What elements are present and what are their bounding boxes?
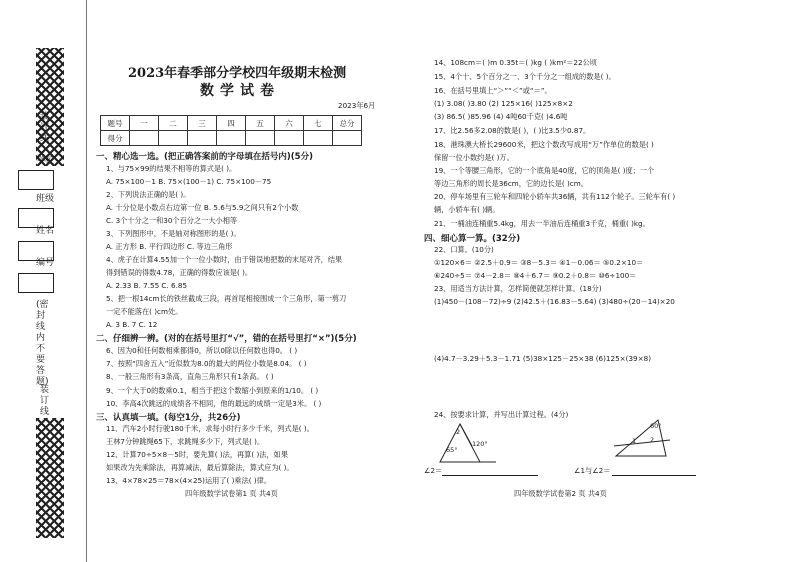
question-line: 21、一桶油连桶重5.4kg，用去一半油后连桶重3千克，桶重( )kg。 (434, 219, 650, 228)
section-header: 二、仔细辨一辨。(对的在括号里打“√”，错的在括号里打“×”)(5分) (96, 334, 357, 344)
exam-title: 2023年春季部分学校四年级期末检测 (128, 66, 347, 81)
question-line: 10、李高4次跳远的成绩各不相同，他的最远的成绩一定是3米。 ( ) (106, 399, 322, 408)
question-line: 保留一位小数约是( )万。 (434, 153, 514, 162)
question-line: (1)450－(108－72)÷9 (2)42.5＋(16.83－5.64) (3)480÷(20－14)×20 (434, 297, 675, 306)
right-page-footer: 四年级数学试卷第2 页 共4页 (514, 489, 607, 498)
answer-angle-1-2: ∠1与∠2＝ (574, 466, 611, 475)
score-cell[interactable] (188, 131, 217, 146)
question-line: 15、4个十、5个百分之一、3个千分之一组成的数是( )。 (434, 72, 616, 81)
question-line: 如果改为先乘除法，再算减法，最后算除法，算式应为( )。 (106, 463, 294, 472)
binding-pattern-top (36, 48, 64, 166)
score-cell[interactable] (275, 131, 304, 146)
question-line: 1、与75×99的结果不相等的算式是( )。 (106, 164, 237, 173)
section-header: 四、细心算一算。(32分) (424, 234, 521, 244)
score-table (100, 115, 362, 146)
question-line: 6、因为0和任何数相乘都得0，所以0除以任何数也得0。 ( ) (106, 346, 298, 355)
section-header: 三、认真填一填。(每空1分，共26分) (96, 413, 241, 423)
question-line: 5、把一根14cm长的铁丝截成三段，再首尾相接围成一个三角形，第一剪刀 (106, 294, 347, 303)
question-line: 一定不能落在( )cm处。 (106, 307, 183, 316)
school-label: 学校 (36, 156, 55, 166)
question-line: A. 2.33 B. 7.55 C. 6.85 (106, 281, 188, 290)
binding-notice: (密封线内不要答题) (36, 300, 49, 387)
question-line: 辆，小轿车有( )辆。 (434, 205, 500, 214)
question-line: A. 十分位是小数点右边第一位 B. 5.6与5.9之间只有2个小数 (106, 203, 299, 212)
question-line: (1) 3.08( )3.80 (2) 125×16( )125×8×2 (434, 99, 573, 108)
question-line: C. 3个十分之一和30个百分之一大小相等 (106, 216, 238, 225)
answer-line-1[interactable] (442, 475, 538, 476)
question-line: 4、虎子在计算4.55加一个一位小数时，由于错误地把数的末尾对齐，结果 (106, 255, 343, 264)
triangle-figure-2 (612, 416, 672, 462)
section-header: 一、精心选一选。(把正确答案前的字母填在括号内)(5分) (96, 152, 313, 162)
score-header-cell: 二 (159, 116, 188, 131)
triangle2-mark-2: 2 (650, 436, 655, 444)
score-header-cell: 一 (130, 116, 159, 131)
question-line: 18、港珠澳大桥长29600米，把这个数改写成用“万”作单位的数是( ) (434, 140, 654, 149)
question-line: 22、口算。(10分) (434, 245, 494, 254)
name-label: 姓名 (36, 226, 55, 236)
question-line: 20、停车场里有三轮车和四轮小轿车共36辆，共有112个轮子。三轮车有( ) (434, 192, 676, 201)
score-table-score-row (101, 131, 362, 146)
binding-top-label: 装订线 (40, 112, 50, 144)
score-cell[interactable] (130, 131, 159, 146)
triangle2-angle-top: 60° (650, 422, 662, 430)
score-cell[interactable] (159, 131, 188, 146)
score-header-cell: 六 (275, 116, 304, 131)
question-line: 14、108cm＝( )m 0.35t＝( )kg ( )km²＝22公顷 (434, 58, 597, 67)
triangle1-mark: 2 (456, 428, 461, 436)
binding-bottom-label: 装订线 (40, 385, 50, 417)
question-line: (4)4.7－3.29＋5.3－1.71 (5)38×125－25×38 (6)125×(39×8) (434, 354, 652, 363)
score-cell[interactable] (333, 131, 362, 146)
binding-strip (0, 0, 87, 562)
score-table-header-row (101, 116, 362, 131)
number-field[interactable] (18, 273, 54, 293)
question-line: 24、按要求计算，并写出计算过程。(4分) (434, 410, 569, 419)
score-header-cell: 五 (246, 116, 275, 131)
score-header-cell: 七 (304, 116, 333, 131)
question-line: 9、一个大于0的数乘0.1，相当于把这个数缩小到原来的1/10。 ( ) (106, 386, 319, 395)
question-line: 得到错误的得数4.78，正确的得数应该是( )。 (106, 268, 253, 277)
question-line: 12、计算70÷5×8－5时，要先算( )法，再算( )法，如果 (106, 450, 289, 459)
triangle2-mark-1: 1 (632, 437, 637, 445)
score-header-cell: 三 (188, 116, 217, 131)
question-line: 王林7分钟跳绳65下，求跳绳多少下，列式是( )。 (106, 437, 265, 446)
score-cell[interactable] (304, 131, 333, 146)
exam-date: 2023年6月 (338, 101, 376, 110)
question-line: 19、一个等腰三角形，它的一个底角是40度，它的顶角是( )度；一个 (434, 166, 655, 175)
question-line: 17、比2.56多2.08的数是( )，( )比3.5少0.87。 (434, 126, 591, 135)
score-header-cell: 四 (217, 116, 246, 131)
question-line: 等边三角形的周长是36cm，它的边长是( )cm。 (434, 179, 588, 188)
left-page-footer: 四年级数学试卷第1 页 共4页 (185, 489, 278, 498)
number-label: 编号 (36, 258, 55, 268)
question-line: 11、汽车2小时行驶180千米，求每小时行多少千米，列式是( )。 (106, 424, 314, 433)
question-line: 3、下列图形中，不是轴对称图形的是( )。 (106, 229, 241, 238)
question-line: 13、4×78×25＝78×(4×25)运用了( )乘法( )律。 (106, 476, 272, 485)
question-line: A. 75×100－1 B. 75×(100－1) C. 75×100－75 (106, 177, 272, 186)
binding-pattern-bottom (36, 418, 64, 538)
question-line: 7、按照“四舍五入”近似数为8.0的最大的两位小数是8.04。 ( ) (106, 359, 307, 368)
question-line: 16、在括号里填上“＞”“＜”或“＝”。 (434, 86, 552, 95)
triangle-figure-1 (436, 420, 500, 466)
triangle1-angle-b: 120° (472, 440, 488, 448)
school-field[interactable] (18, 170, 54, 190)
score-cell[interactable] (246, 131, 275, 146)
question-line: ⑥240÷5＝ ⑦4－2.8＝ ⑧4＋6.7＝ ⑨0.2＋0.8＝ ⑩6÷100＝ (434, 271, 637, 280)
question-line: (3) 86.5( )85.96 (4) 4吨60千克( )4.6吨 (434, 112, 568, 121)
score-cell[interactable] (217, 131, 246, 146)
score-row-label: 得分 (101, 131, 130, 146)
question-line: 2、下列说法正确的是( )。 (106, 190, 191, 199)
answer-line-2[interactable] (612, 475, 696, 476)
question-line: ①120×6＝ ②2.5＋0.9＝ ③8－5.3＝ ④1－0.06＝ ⑤0.2×10＝ (434, 258, 644, 267)
answer-angle-2: ∠2＝ (424, 466, 443, 475)
question-line: 23、用适当方法计算，怎样简便就怎样计算。(18分) (434, 284, 602, 293)
class-field[interactable] (18, 208, 54, 228)
question-line: A. 3 B. 7 C. 12 (106, 320, 158, 329)
question-line: A. 正方形 B. 平行四边形 C. 等边三角形 (106, 242, 233, 251)
class-label: 班级 (36, 194, 55, 204)
triangle1-angle-a: 65° (446, 446, 458, 454)
score-header-cell: 总分 (333, 116, 362, 131)
question-line: 8、一般三角形有3条高，直角三角形只有1条高。 ( ) (106, 372, 274, 381)
score-header-cell: 题号 (101, 116, 130, 131)
exam-subtitle: 数学试卷 (200, 83, 280, 99)
